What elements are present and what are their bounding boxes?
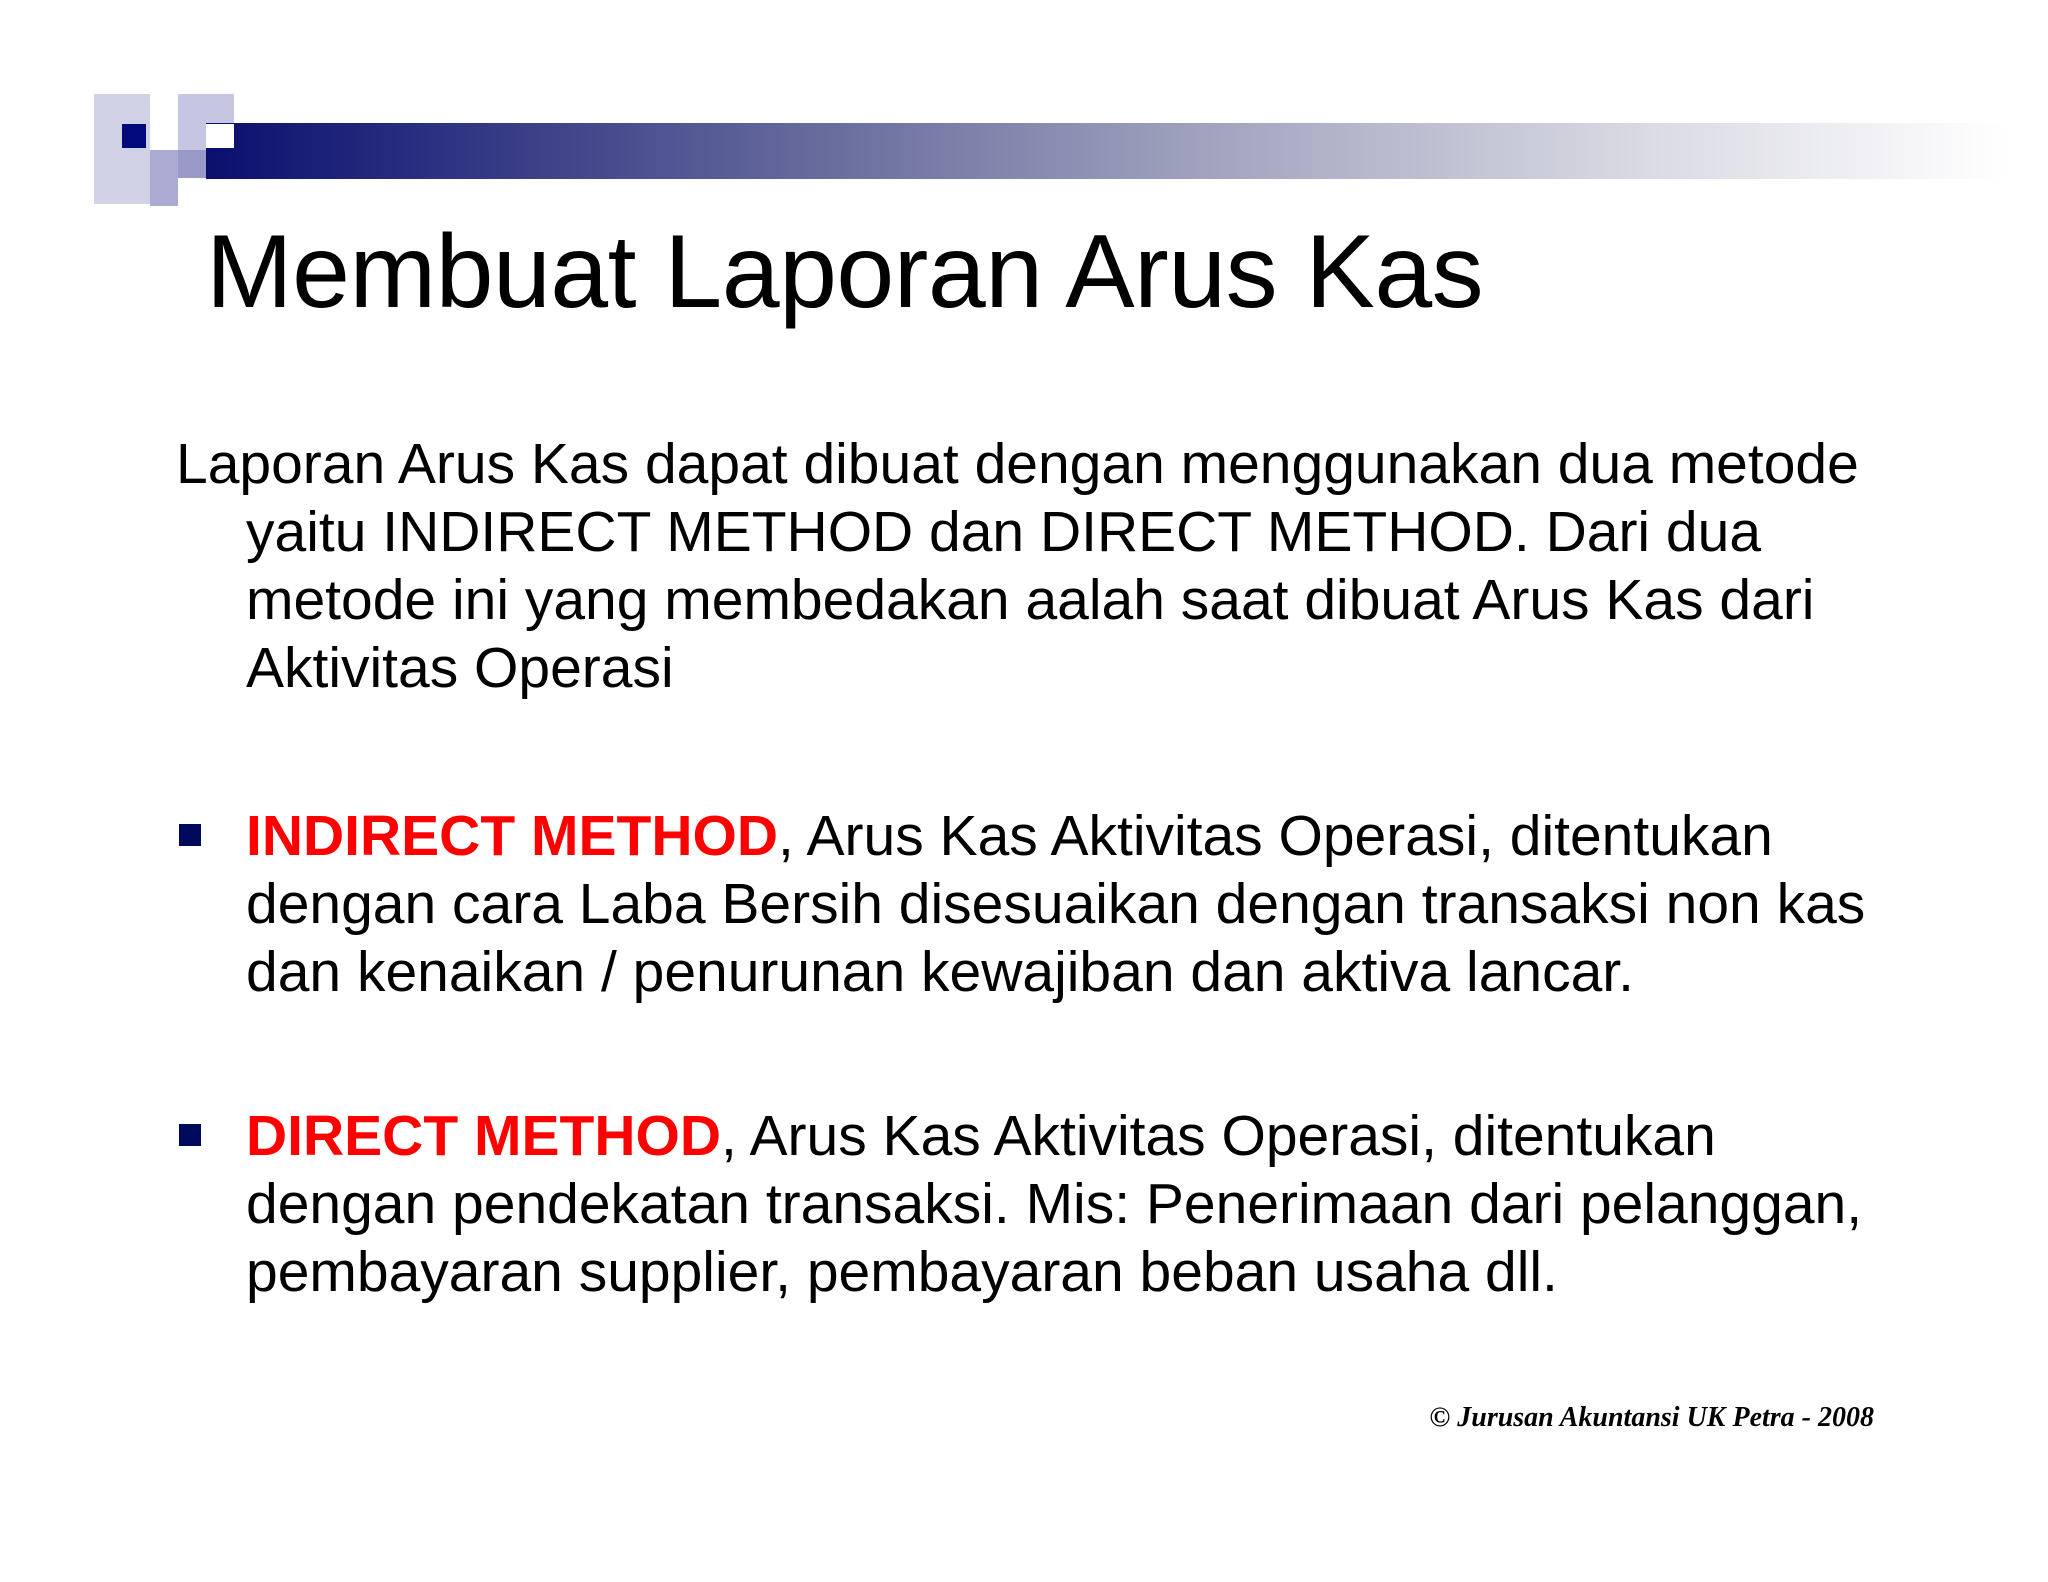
copyright-footer: © Jurusan Akuntansi UK Petra - 2008	[1429, 1402, 1874, 1433]
title-gradient-bar	[206, 123, 2006, 179]
bullet-direct-method	[176, 1102, 1876, 1306]
header-square	[150, 150, 178, 206]
bullet-term: INDIRECT METHOD	[246, 804, 778, 868]
bullet-indirect-method	[176, 802, 1876, 1006]
square-bullet-icon	[179, 1124, 201, 1146]
slide-title: Membuat Laporan Arus Kas	[206, 214, 1484, 330]
bullet-text: , Arus Kas Aktivitas Operasi, ditentukan dengan pendekatan transaksi. Mis: Penerimaan dari pelanggan, pembayaran supplier, pembayaran beban usaha dll.	[246, 1104, 1863, 1304]
bullet-term: DIRECT METHOD	[246, 1104, 721, 1168]
bullet-text: , Arus Kas Aktivitas Operasi, ditentukan dengan cara Laba Bersih disesuaikan dengan transaksi non kas dan kenaikan / penurunan kewajiban dan aktiva lancar.	[246, 804, 1866, 1004]
header-square	[178, 150, 206, 178]
header-square-dark	[122, 124, 146, 148]
header-square-white	[150, 124, 174, 148]
square-bullet-icon	[179, 824, 201, 846]
header-square	[94, 94, 150, 204]
intro-paragraph: Laporan Arus Kas dapat dibuat dengan menggunakan dua metode yaitu INDIRECT METHOD dan DIRECT METHOD. Dari dua metode ini yang membedakan aalah saat dibuat Arus Kas dari Aktivitas Operasi	[176, 432, 1859, 700]
slide-body	[176, 430, 1876, 1306]
header-square-white	[206, 124, 234, 148]
